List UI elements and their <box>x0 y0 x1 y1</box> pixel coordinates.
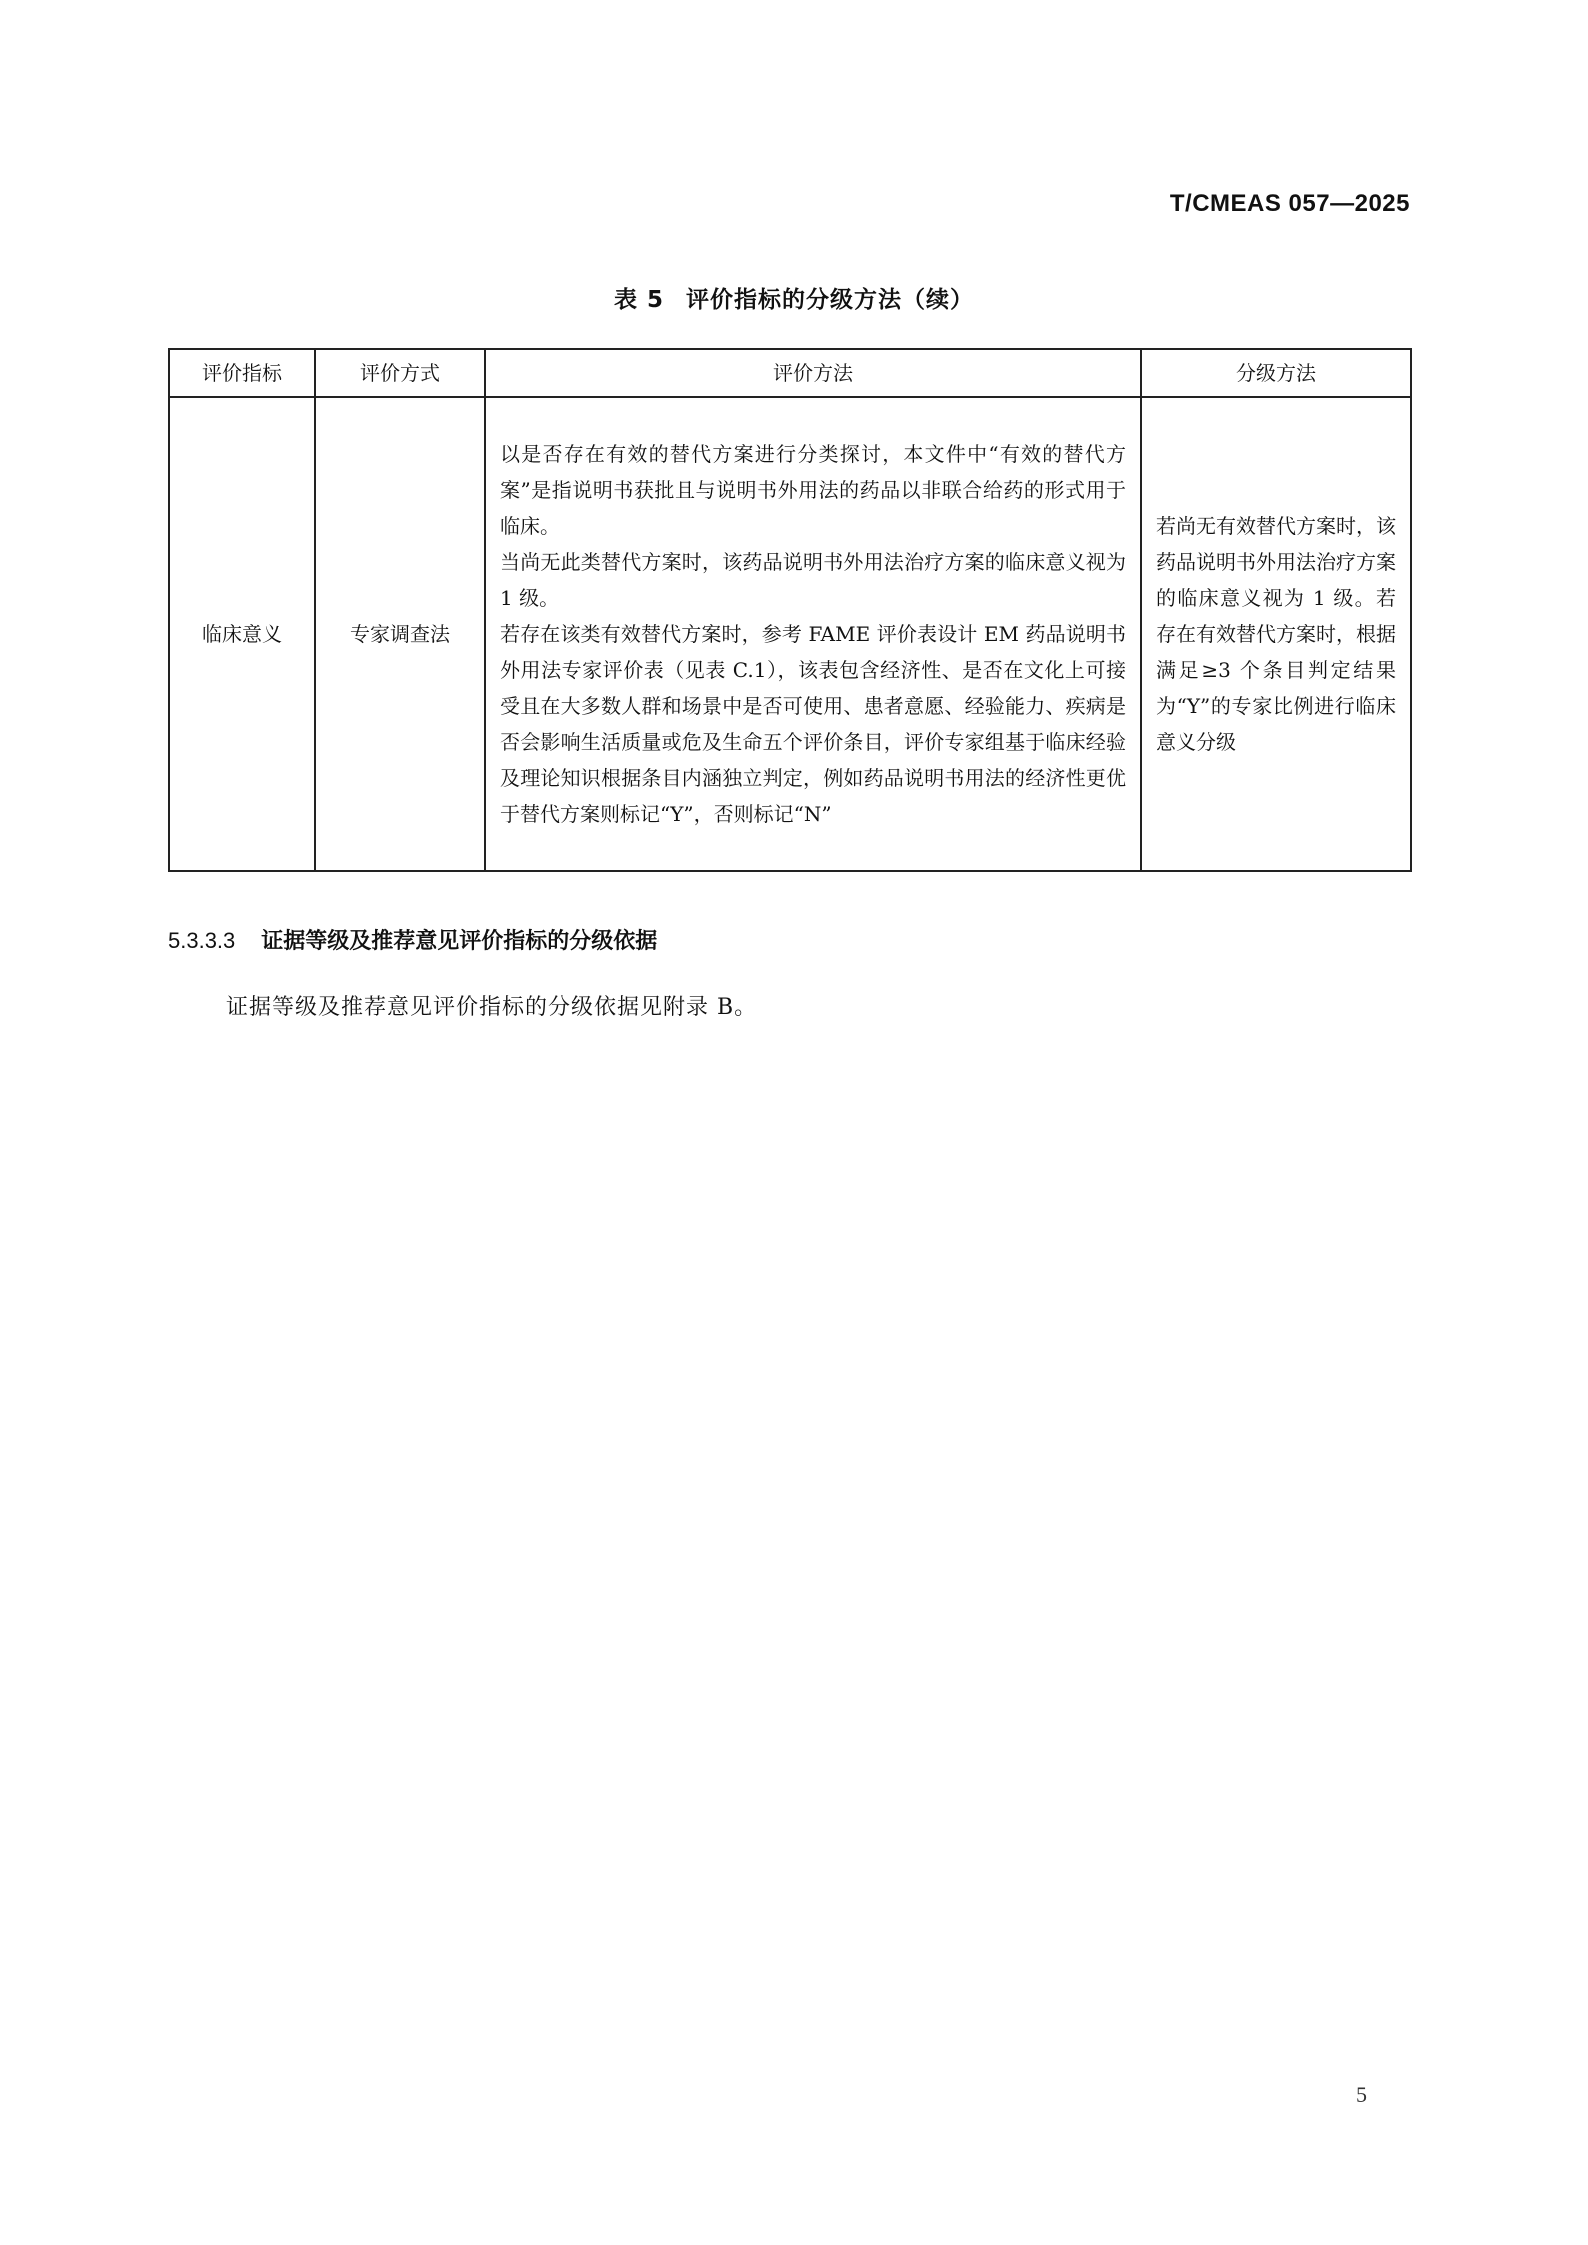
section-number: 5.3.3.3 <box>168 928 236 953</box>
section-heading <box>168 925 657 958</box>
column-header-grading: 分级方法 <box>1141 349 1411 397</box>
column-header-indicator: 评价指标 <box>169 349 315 397</box>
section-body-text: 证据等级及推荐意见评价指标的分级依据见附录 B。 <box>226 995 758 1020</box>
table-caption <box>0 284 1588 316</box>
page-number: 5 <box>1356 2082 1367 2107</box>
table-caption-number: 表 5 <box>613 287 664 313</box>
column-header-method: 评价方法 <box>485 349 1141 397</box>
column-header-mode: 评价方式 <box>315 349 485 397</box>
cell-grading: 若尚无有效替代方案时，该药品说明书外用法治疗方案的临床意义视为 1 级。若存在有效替代方案时，根据满足≥3 个条目判定结果为“Y”的专家比例进行临床意义分级 <box>1141 397 1411 871</box>
cell-method <box>485 397 1141 871</box>
table-row <box>169 397 1411 871</box>
table-caption-title: 评价指标的分级方法（续） <box>686 287 974 313</box>
method-paragraph: 以是否存在有效的替代方案进行分类探讨，本文件中“有效的替代方案”是指说明书获批且与说明书外用法的药品以非联合给药的形式用于临床。 <box>500 442 1126 538</box>
cell-mode: 专家调查法 <box>315 397 485 871</box>
section-title: 证据等级及推荐意见评价指标的分级依据 <box>261 929 658 954</box>
method-paragraph: 若存在该类有效替代方案时，参考 FAME 评价表设计 EM 药品说明书外用法专家评价表（见表 C.1），该表包含经济性、是否在文化上可接受且在大多数人群和场景中是否可使用、患者意愿、经验能力、疾病是否会影响生活质量或危及生命五个评价条目，评价专家组基于临床经验及理论知识根据条目内涵独立判定，例如药品说明书用法的经济性更优于替代方案则标记“Y”，否则标记“N” <box>500 622 1126 826</box>
grading-table <box>168 348 1412 872</box>
cell-indicator: 临床意义 <box>169 397 315 871</box>
document-id: T/CMEAS 057—2025 <box>1169 190 1410 217</box>
method-paragraph: 当尚无此类替代方案时，该药品说明书外用法治疗方案的临床意义视为 1 级。 <box>500 550 1126 610</box>
table-header-row <box>169 349 1411 397</box>
